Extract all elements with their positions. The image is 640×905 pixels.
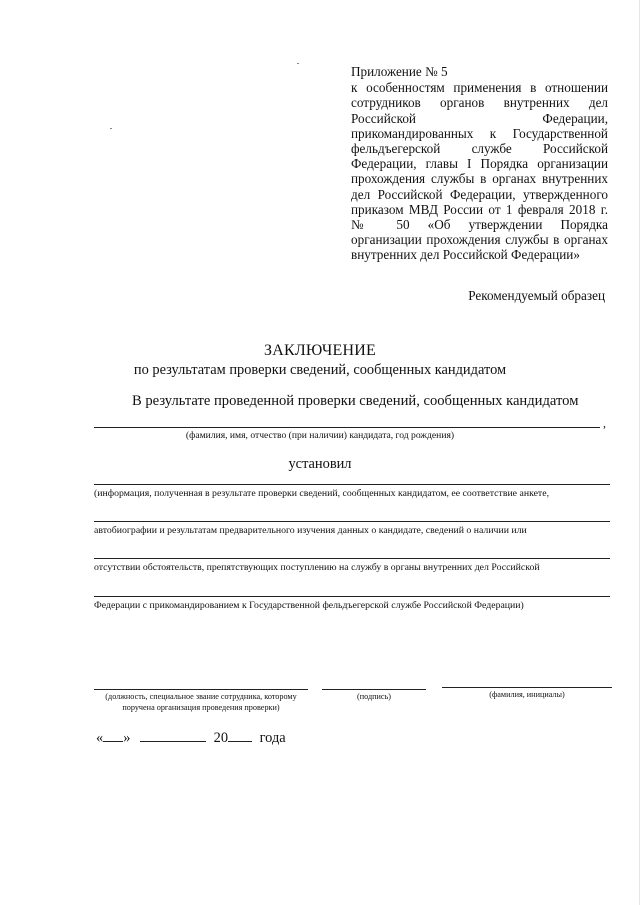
signer-name-caption: (фамилия, инициалы) (489, 690, 565, 699)
info-caption-line: автобиографии и результатам предварительного изучения данных о кандидате, сведений о наличии или (94, 525, 527, 536)
scan-speck (110, 128, 112, 129)
info-caption-line: (информация, полученная в результате проверки сведений, сообщенных кандидатом, ее соответствие анкете, (94, 488, 550, 499)
candidate-name-caption: (фамилия, имя, отчество (при наличии) кандидата, год рождения) (185, 430, 455, 441)
position-signature-line (94, 689, 308, 690)
appendix-block (351, 64, 608, 263)
info-fill-line (94, 596, 610, 597)
appendix-title: Приложение № 5 (351, 64, 448, 79)
date-close-quote: » (123, 730, 131, 746)
document-title: ЗАКЛЮЧЕНИЕ (264, 342, 376, 359)
recommended-sample-label: Рекомендуемый образец (468, 288, 605, 303)
intro-sentence: В результате проведенной проверки сведений, сообщенных кандидатом (132, 393, 579, 409)
signer-name-line (442, 687, 612, 688)
signature-line (322, 689, 426, 690)
candidate-name-line (94, 427, 600, 428)
appendix-body: к особенностям применения в отношении сотрудников органов внутренних дел Российской Федерации, прикомандированных к Государственной фельдъегерской службе Российской Федерации, главы I Порядка организации прохождения службы в органах внутренних дел Российской Федерации, утвержденного приказом МВД России от 1 февраля 2018 г. № 50 «Об утверждении Порядка организации прохождения службы в органах внутренних дел Российской Федерации» (351, 80, 608, 263)
signature-caption: (подпись) (357, 692, 391, 701)
info-fill-line (94, 558, 610, 559)
document-subtitle: по результатам проверки сведений, сообщенных кандидатом (133, 362, 507, 378)
trailing-comma: , (603, 416, 606, 430)
day-blank (103, 727, 123, 742)
scan-speck (297, 63, 299, 64)
year-blank (228, 727, 252, 742)
info-fill-line (94, 484, 610, 485)
info-caption-line: отсутствии обстоятельств, препятствующих поступлению на службу в органы внутренних дел Российской (94, 562, 540, 573)
info-caption-line: Федерации с прикомандированием к Государственной фельдъегерской службе Российской Федерации) (94, 600, 524, 611)
year-century: 20 (213, 730, 229, 746)
date-open-quote: « (96, 730, 104, 746)
position-caption: (должность, специальное звание сотрудника, которому поручена организация проведения проверки) (105, 692, 297, 712)
month-blank (140, 727, 206, 742)
date-row (96, 727, 286, 747)
year-word: года (259, 730, 286, 746)
info-fill-line (94, 521, 610, 522)
established-word: установил (288, 456, 352, 472)
